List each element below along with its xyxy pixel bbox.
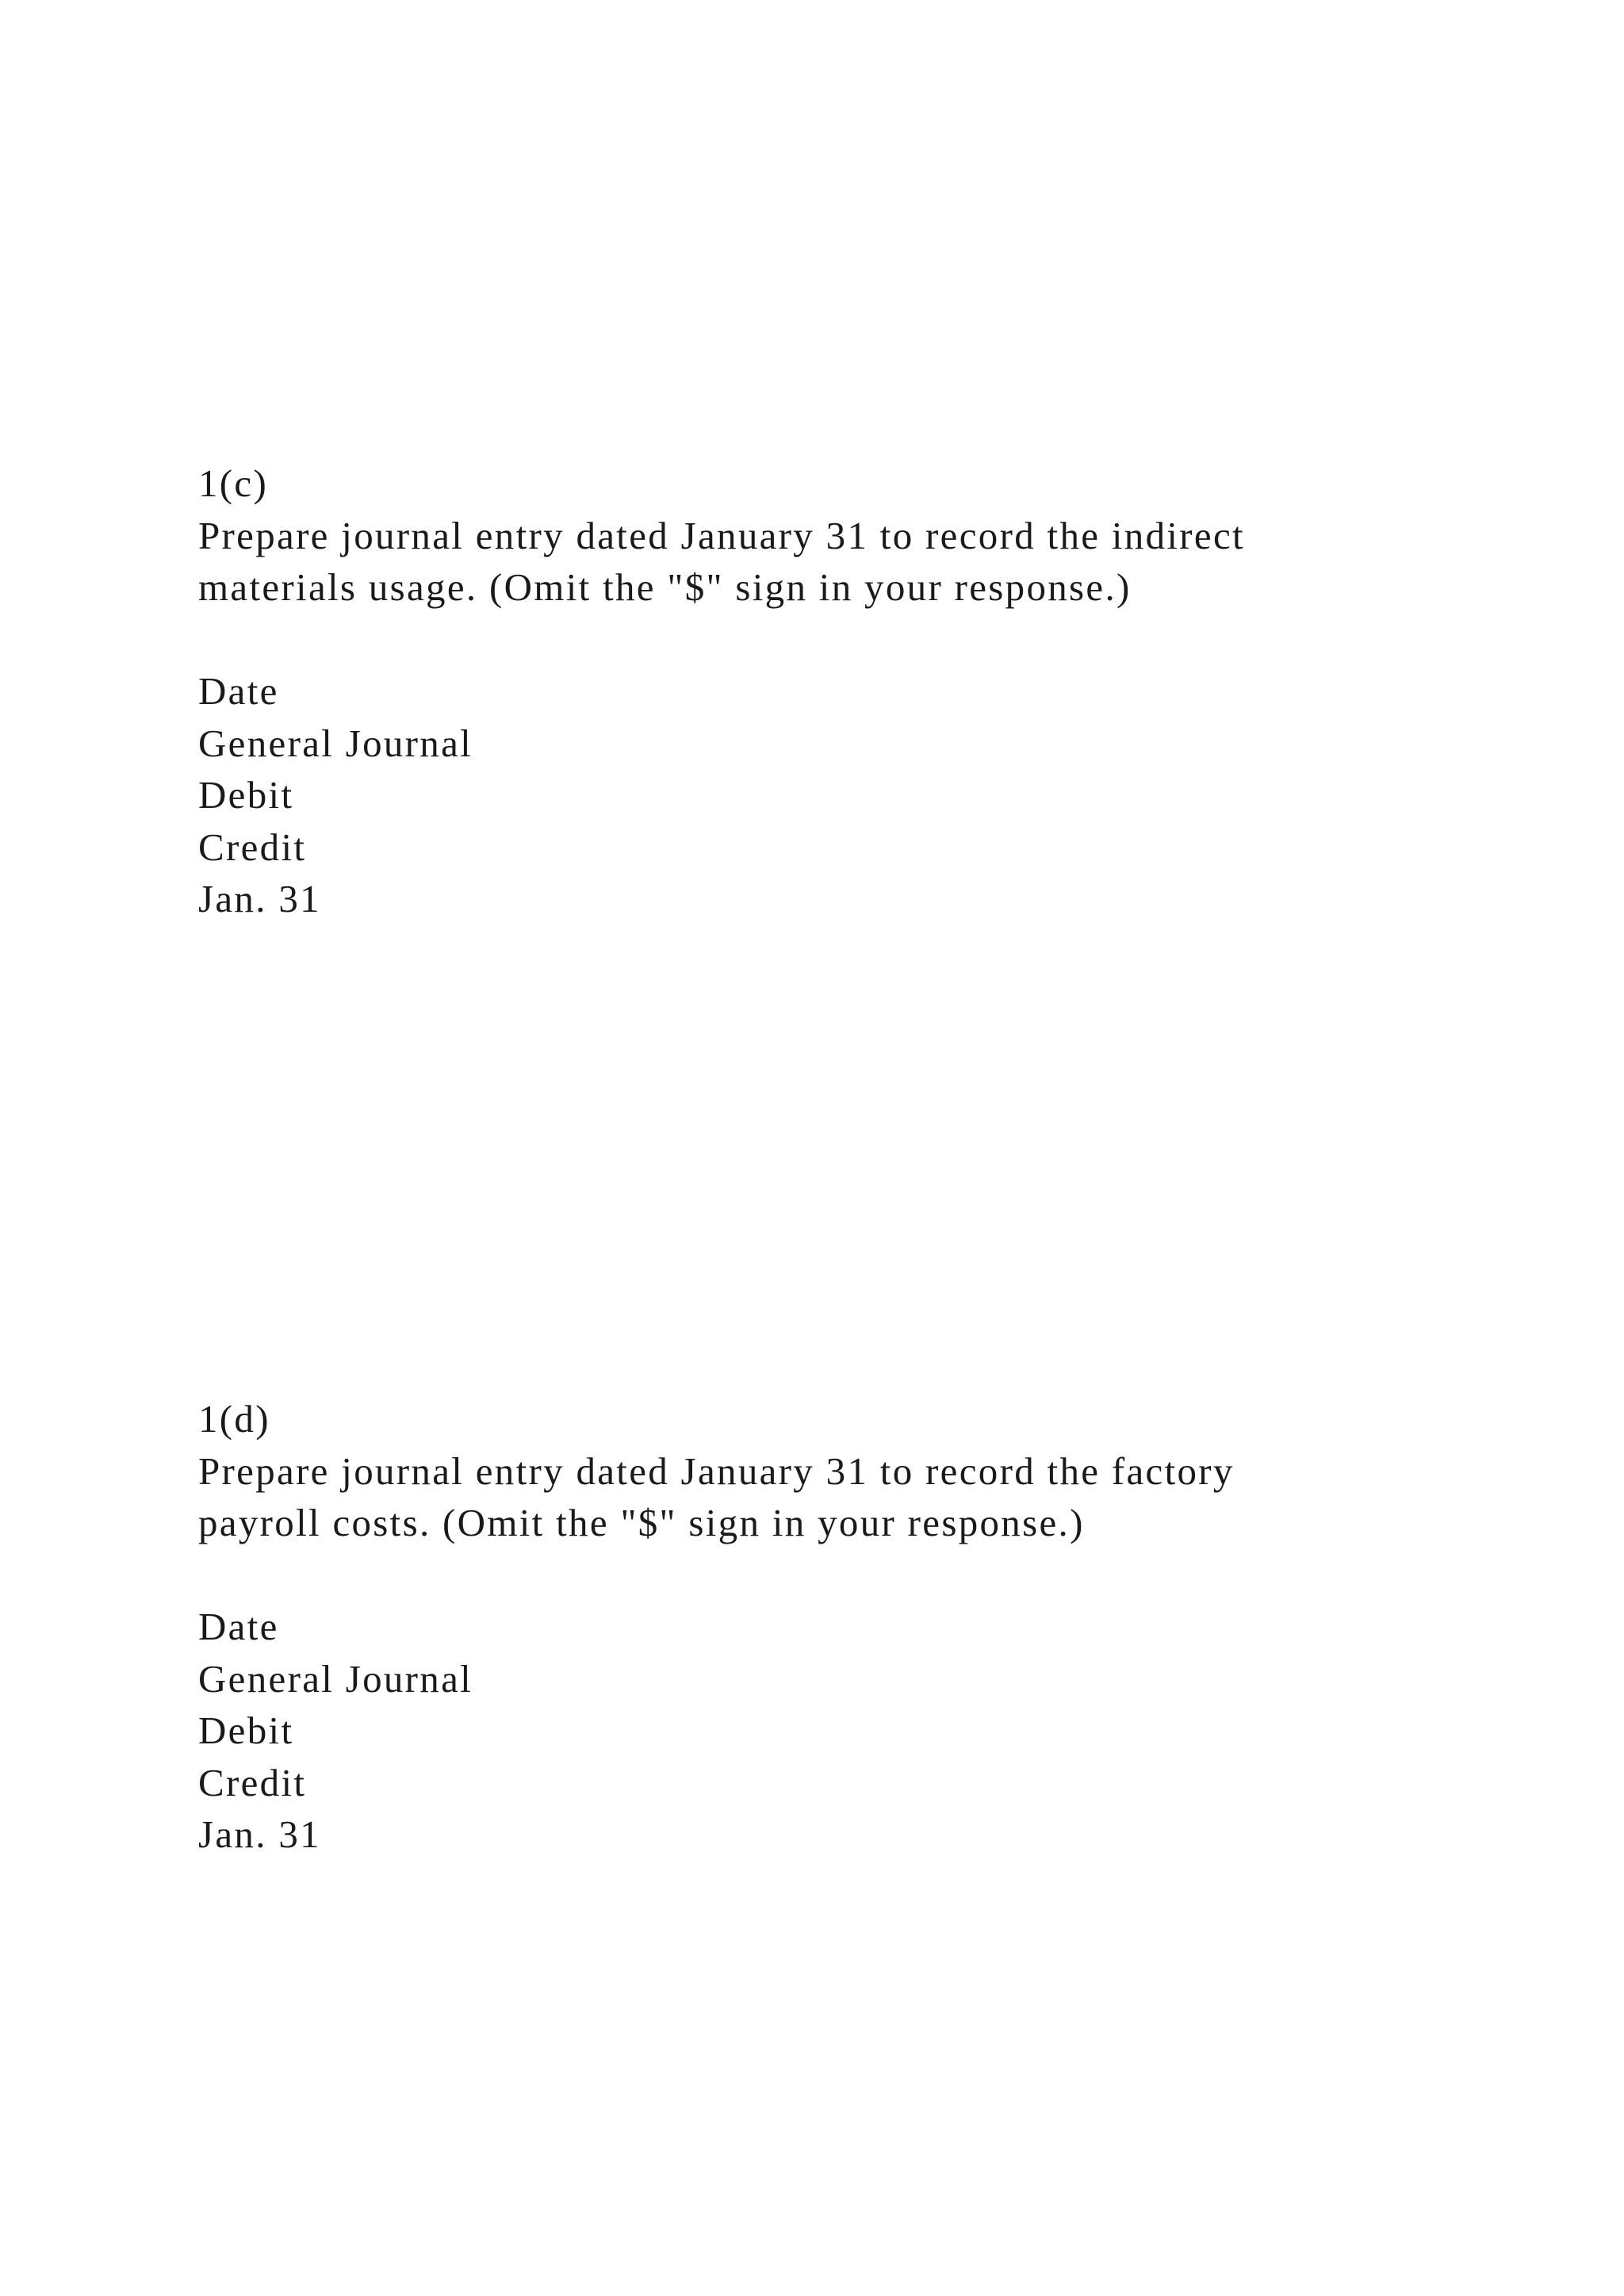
question-label: 1(c) <box>198 461 269 505</box>
question-prompt-line: Prepare journal entry dated January 31 to record the indirect <box>198 513 1245 557</box>
question-1d <box>198 1393 1467 1861</box>
journal-header-general-journal: General Journal <box>198 1656 473 1701</box>
journal-header-general-journal: General Journal <box>198 721 473 765</box>
journal-row-date: Jan. 31 <box>198 877 321 920</box>
question-prompt-line: payroll costs. (Omit the "$" sign in your response.) <box>198 1501 1085 1544</box>
journal-header-date: Date <box>198 1605 279 1648</box>
question-label: 1(d) <box>198 1397 270 1441</box>
question-prompt-line: materials usage. (Omit the "$" sign in your response.) <box>198 565 1132 609</box>
journal-row-date: Jan. 31 <box>198 1812 321 1856</box>
question-1c <box>198 457 1467 925</box>
blank-line <box>198 614 1467 666</box>
journal-header-credit: Credit <box>198 1760 307 1804</box>
journal-header-debit: Debit <box>198 1709 294 1752</box>
journal-header-date: Date <box>198 669 279 713</box>
blank-line <box>198 1549 1467 1601</box>
journal-header-debit: Debit <box>198 773 294 817</box>
journal-header-credit: Credit <box>198 825 307 869</box>
question-prompt-line: Prepare journal entry dated January 31 to record the factory <box>198 1448 1235 1493</box>
